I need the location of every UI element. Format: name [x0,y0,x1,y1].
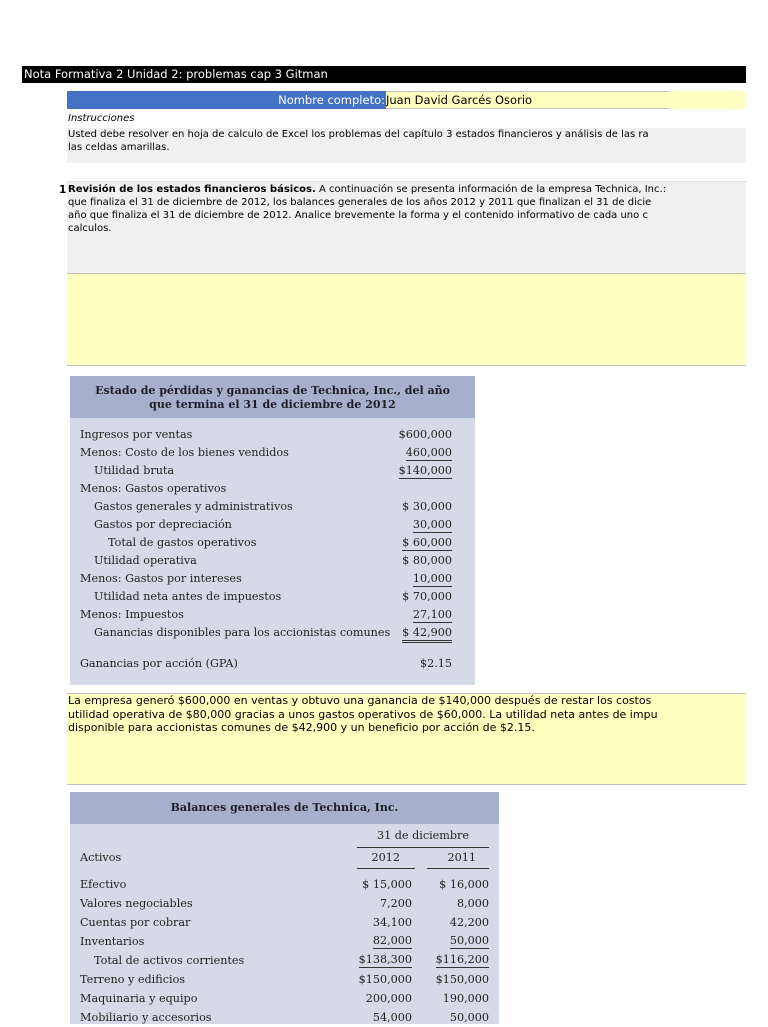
problem-1-title: Revisión de los estados financieros básicos. [68,184,316,195]
income-row-label: Utilidad operativa [94,554,197,567]
balance-row-2011: 8,000 [456,897,489,910]
problem-1-line-2: que finaliza el 31 de diciembre de 2012, los balances generales de los años 2012 y 2011 que finalizan el 31 de dicie [68,197,652,208]
income-row [70,570,475,588]
income-row-label: Ganancias por acción (GPA) [80,657,238,670]
balance-row [70,894,499,913]
income-row-value: $ 70,000 [402,590,452,603]
balance-column-2012: 2012 [371,851,400,864]
balance-row-label: Maquinaria y equipo [80,992,198,1005]
balance-row-2011: 42,200 [449,916,489,929]
balance-row-2012: 54,000 [372,1011,412,1024]
balance-col-rule-2011 [427,868,489,869]
income-row-label: Menos: Gastos operativos [80,482,227,495]
answer-cell-2[interactable] [67,693,746,785]
balance-row-2012: $ 15,000 [362,878,412,891]
income-statement-title-1: Estado de pérdidas y ganancias de Technica, Inc., del año [95,384,450,397]
balance-row-2012: 82,000 [372,934,412,947]
balance-column-2011: 2011 [447,851,476,864]
name-input-cell[interactable]: Juan David Garcés Osorio [386,91,669,109]
problem-1-intro: A continuación se presenta información de la empresa Technica, Inc.: [315,184,667,195]
balance-sheet-title: Balances generales de Technica, Inc. [70,792,499,824]
income-row [70,588,475,606]
income-row [70,516,475,534]
income-row [70,444,475,462]
instructions-line-2: las celdas amarillas. [68,142,170,153]
income-row [70,534,475,552]
balance-row-2011: $ 16,000 [439,878,489,891]
income-row-label: Utilidad bruta [94,464,175,477]
income-row-value: $140,000 [398,464,452,477]
balance-row-label: Valores negociables [80,897,193,910]
balance-row-label: Terreno y edificios [80,973,186,986]
answer-2-line-2: utilidad operativa de $80,000 gracias a unos gastos operativos de $60,000. La utilidad neta antes de impu [68,707,658,721]
balance-row [70,951,499,970]
balance-row-2011: $150,000 [435,973,489,986]
income-statement-title-2: que termina el 31 de diciembre de 2012 [149,398,396,411]
income-row [70,624,475,642]
income-statement-header [70,376,475,418]
income-row-label: Menos: Impuestos [80,608,184,621]
balance-row-label: Inventarios [80,935,145,948]
problem-1-number: 1 [59,184,67,196]
answer-cell-1[interactable] [67,273,746,366]
income-row [70,498,475,516]
problem-1-line-4: calculos. [68,223,112,234]
balance-row [70,1008,499,1027]
balance-row-label: Efectivo [80,878,127,891]
balance-row-label: Mobiliario y accesorios [80,1011,212,1024]
balance-row [70,875,499,894]
balance-period-header [70,826,499,845]
balance-column-activos: Activos [80,851,122,864]
balance-col-rule-2012 [357,868,415,869]
balance-row-label: Total de activos corrientes [94,954,245,967]
income-row-value: $ 60,000 [402,536,452,549]
income-row [70,606,475,624]
problem-1-box [67,181,746,274]
balance-row-2012: 7,200 [379,897,412,910]
balance-row [70,932,499,951]
balance-row-label: Cuentas por cobrar [80,916,191,929]
name-input-extension[interactable] [669,91,746,109]
income-row-label: Menos: Costo de los bienes vendidos [80,446,289,459]
income-row [70,655,475,673]
balance-row-2012: $150,000 [358,973,412,986]
income-row-value: 10,000 [412,572,452,585]
income-row-label: Ingresos por ventas [80,428,193,441]
income-row-value: $ 42,900 [402,625,452,643]
income-row-label: Gastos por depreciación [94,518,232,531]
problem-1-line-1 [67,183,670,196]
balance-row [70,989,499,1008]
balance-row [70,913,499,932]
answer-2-line-3: disponible para accionistas comunes de $42,900 y un beneficio por acción de $2.15. [68,721,535,734]
balance-column-header [70,848,499,867]
balance-row [70,970,499,989]
balance-row-2012: $138,300 [358,953,412,966]
income-row-value: $ 80,000 [402,554,452,567]
balance-row-2011: 50,000 [449,1011,489,1024]
income-row-value: $ 30,000 [402,500,452,513]
instructions-label: Instrucciones [68,113,135,124]
sheet-title[interactable]: Nota Formativa 2 Unidad 2: problemas cap 3 Gitman [22,66,746,83]
income-row-label: Utilidad neta antes de impuestos [94,590,282,603]
income-row [70,552,475,570]
income-row [70,462,475,480]
income-row-value: $2.15 [419,657,452,670]
instructions-line-1: Usted debe resolver en hoja de calculo de Excel los problemas del capítulo 3 estados financieros y análisis de las ra [68,129,649,140]
income-row-label: Menos: Gastos por intereses [80,572,242,585]
income-statement-table [70,376,475,685]
name-label: Nombre completo: [67,91,386,109]
income-row [70,426,475,444]
income-row-label: Gastos generales y administrativos [94,500,293,513]
income-row-value: $600,000 [398,428,452,441]
balance-row-2011: 190,000 [442,992,489,1005]
balance-row-2011: 50,000 [449,934,489,947]
income-row [70,480,475,498]
balance-row-2011: $116,200 [435,953,489,966]
problem-1-line-3: año que finaliza el 31 de diciembre de 2012. Analice brevemente la forma y el contenido informativo de cada uno c [68,210,648,221]
income-row-label: Total de gastos operativos [108,536,257,549]
answer-2-line-1: La empresa generó $600,000 en ventas y obtuvo una ganancia de $140,000 después de restar los costos [68,694,652,707]
balance-period-label: 31 de diciembre [376,829,470,842]
balance-row-2012: 200,000 [365,992,412,1005]
income-row-label: Ganancias disponibles para los accionistas comunes [94,626,391,639]
balance-row-2012: 34,100 [372,916,412,929]
balance-sheet-table [70,792,499,1024]
instructions-box [67,128,746,163]
income-row-value: 30,000 [412,518,452,531]
income-row-value: 27,100 [412,608,452,621]
income-row-value: 460,000 [405,446,452,459]
